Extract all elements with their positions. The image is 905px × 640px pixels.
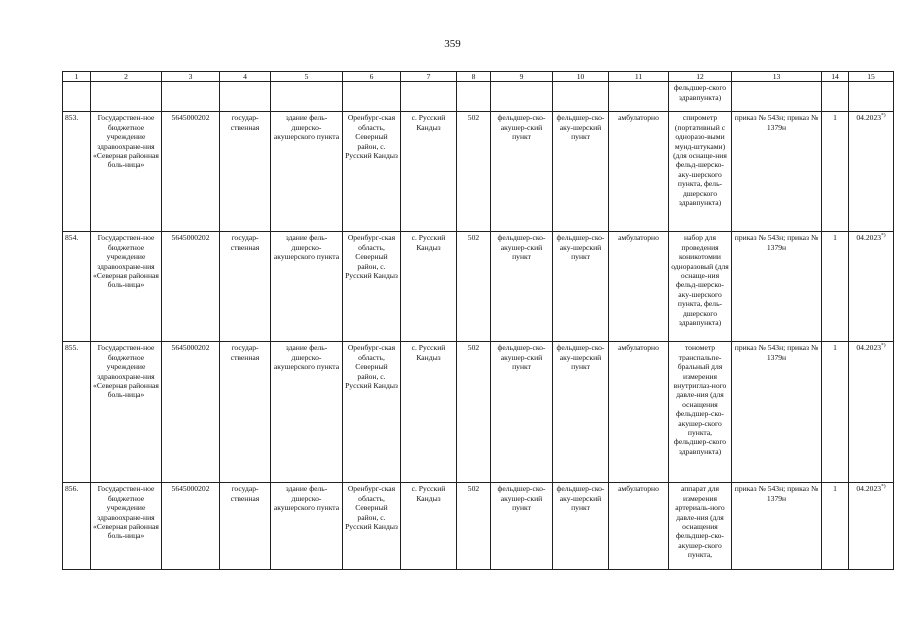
ownership-form: государ-ственная	[220, 483, 271, 570]
table-row	[63, 112, 894, 232]
building: здание фель-дшерско-акушерского пункта	[271, 483, 343, 570]
organization-name: Государствен-ное бюджетное учреждение здравоохране-ния «Северная районная боль-ница»	[91, 112, 162, 232]
column-number: 8	[457, 72, 491, 82]
column-number: 3	[162, 72, 220, 82]
unit: фельдшер-ско-акушер-ский пункт	[491, 232, 553, 342]
column-number: 11	[609, 72, 669, 82]
row-number: 854.	[63, 232, 91, 342]
continuation-text: фельдшер-ского здравпункта)	[669, 82, 732, 112]
ownership-form: государ-ственная	[220, 342, 271, 483]
column-number: 4	[220, 72, 271, 82]
date-value: 04.2023	[856, 484, 882, 494]
address: Оренбург-ская область, Северный район, с. Русский Кандыз	[343, 112, 401, 232]
care-conditions: амбулаторно	[609, 112, 669, 232]
building: здание фель-дшерско-акушерского пункта	[271, 342, 343, 483]
quantity: 1	[822, 342, 849, 483]
page-number: 359	[444, 38, 461, 50]
unit-type: фельдшер-ско-аку-шерский пункт	[553, 483, 609, 570]
footnote-mark: *)	[881, 232, 886, 239]
order-reference: приказ № 543н; приказ № 1379н	[732, 232, 822, 342]
footnote-mark: *)	[881, 342, 886, 349]
column-number: 12	[669, 72, 732, 82]
locality-code: 502	[457, 342, 491, 483]
locality: с. Русский Кандыз	[401, 483, 457, 570]
column-number: 9	[491, 72, 553, 82]
organization-name: Государствен-ное бюджетное учреждение здравоохране-ния «Северная районная боль-ница»	[91, 342, 162, 483]
unit-type: фельдшер-ско-аку-шерский пункт	[553, 232, 609, 342]
organization-name: Государствен-ное бюджетное учреждение здравоохране-ния «Северная районная боль-ница»	[91, 483, 162, 570]
column-number: 15	[849, 72, 894, 82]
unit-type: фельдшер-ско-аку-шерский пункт	[553, 112, 609, 232]
delivery-date	[849, 483, 894, 570]
care-conditions: амбулаторно	[609, 483, 669, 570]
unit: фельдшер-ско-акушер-ский пункт	[491, 483, 553, 570]
ownership-form: государ-ственная	[220, 232, 271, 342]
address: Оренбург-ская область, Северный район, с. Русский Кандыз	[343, 232, 401, 342]
org-code: 5645000202	[162, 112, 220, 232]
order-reference: приказ № 543н; приказ № 1379н	[732, 112, 822, 232]
locality: с. Русский Кандыз	[401, 342, 457, 483]
org-code: 5645000202	[162, 232, 220, 342]
unit-type: фельдшер-ско-аку-шерский пункт	[553, 342, 609, 483]
column-number: 2	[91, 72, 162, 82]
order-reference: приказ № 543н; приказ № 1379н	[732, 342, 822, 483]
ownership-form: государ-ственная	[220, 112, 271, 232]
delivery-date	[849, 232, 894, 342]
building: здание фель-дшерско-акушерского пункта	[271, 112, 343, 232]
address: Оренбург-ская область, Северный район, с. Русский Кандыз	[343, 483, 401, 570]
locality-code: 502	[457, 112, 491, 232]
organization-name: Государствен-ное бюджетное учреждение здравоохране-ния «Северная районная боль-ница»	[91, 232, 162, 342]
equipment: тонометр транспальпе-бральный для измерения внутриглаз-ного давле-ния (для оснащения фельдшер-ско-акушер-ского пункта, фельдшер-ского здравпункта)	[669, 342, 732, 483]
equipment: спирометр (портативный с одноразо-выми мунд-штуками) (для оснаще-ния фельд-шерско-аку-шерского пункта, фель-дшерского здравпункта)	[669, 112, 732, 232]
column-number: 6	[343, 72, 401, 82]
org-code: 5645000202	[162, 342, 220, 483]
address: Оренбург-ская область, Северный район, с. Русский Кандыз	[343, 342, 401, 483]
order-reference: приказ № 543н; приказ № 1379н	[732, 483, 822, 570]
table-row	[63, 232, 894, 342]
date-value: 04.2023	[856, 233, 882, 243]
quantity: 1	[822, 483, 849, 570]
date-value: 04.2023	[856, 343, 882, 353]
table-row	[63, 342, 894, 483]
column-number: 14	[822, 72, 849, 82]
delivery-date	[849, 342, 894, 483]
locality: с. Русский Кандыз	[401, 112, 457, 232]
locality-code: 502	[457, 483, 491, 570]
column-number: 7	[401, 72, 457, 82]
quantity: 1	[822, 232, 849, 342]
footnote-mark: *)	[881, 112, 886, 119]
table-row	[63, 483, 894, 570]
continuation-row	[63, 82, 894, 112]
footnote-mark: *)	[881, 483, 886, 490]
unit: фельдшер-ско-акушер-ский пункт	[491, 112, 553, 232]
care-conditions: амбулаторно	[609, 232, 669, 342]
delivery-date	[849, 112, 894, 232]
column-number: 10	[553, 72, 609, 82]
row-number: 855.	[63, 342, 91, 483]
equipment: набор для проведения коникотомии одноразовый (для оснаще-ния фельд-шерско-аку-шерского пункта, фель-дшерского здравпункта)	[669, 232, 732, 342]
care-conditions: амбулаторно	[609, 342, 669, 483]
row-number: 856.	[63, 483, 91, 570]
row-number: 853.	[63, 112, 91, 232]
column-number: 1	[63, 72, 91, 82]
column-number-row	[63, 72, 894, 82]
unit: фельдшер-ско-акушер-ский пункт	[491, 342, 553, 483]
equipment: аппарат для измерения артериаль-ного давле-ния (для оснащения фельдшер-ско-акушер-ского пункта,	[669, 483, 732, 570]
column-number: 5	[271, 72, 343, 82]
building: здание фель-дшерско-акушерского пункта	[271, 232, 343, 342]
register-table	[62, 71, 894, 570]
org-code: 5645000202	[162, 483, 220, 570]
quantity: 1	[822, 112, 849, 232]
column-number: 13	[732, 72, 822, 82]
locality: с. Русский Кандыз	[401, 232, 457, 342]
date-value: 04.2023	[856, 113, 882, 123]
locality-code: 502	[457, 232, 491, 342]
